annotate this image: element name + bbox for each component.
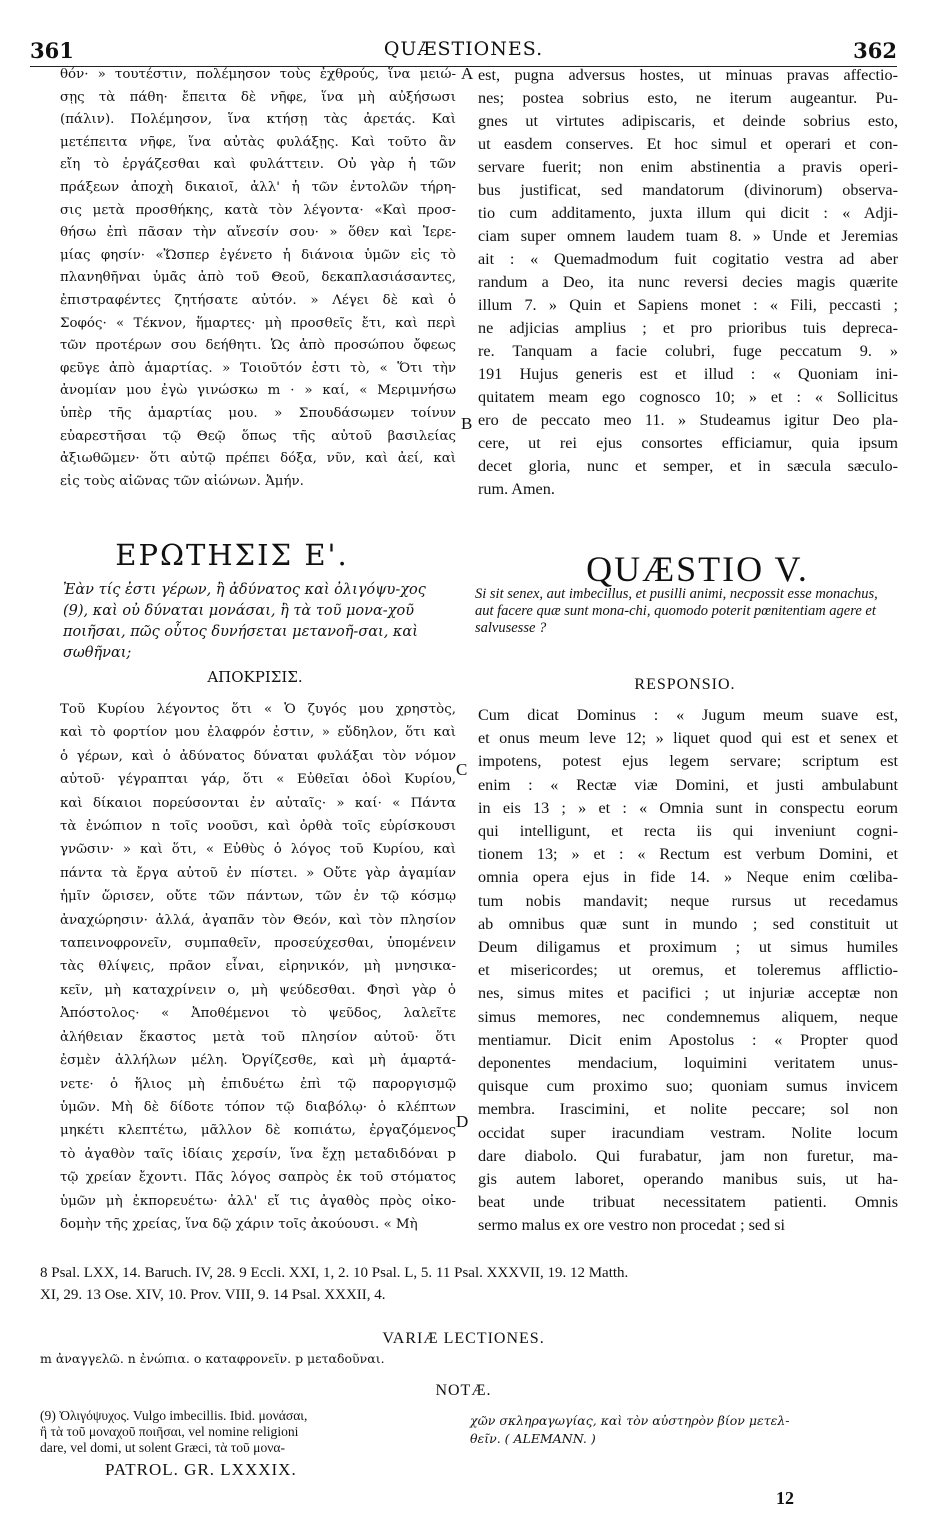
text-line: φεῦγε ἀπὸ ἁμαρτίας. » Τοιοῦτόν ἐστι τὸ, « Ὅτι τὴν — [60, 360, 456, 376]
text-line: γνῶσιν· » καὶ ὅτι, « Εὐθὺς ὁ λόγος τοῦ Κυρίου, καὶ — [60, 842, 456, 858]
text-line: θόν· » τουτέστιν, πολέμησον τοὺς ἐχθρούς, ἵνα μειώ- — [60, 67, 456, 82]
text-line: dare, vel domi, ut solent Græci, τὰ τοῦ μονα- — [40, 1440, 286, 1455]
text-line: dare diabolo. Qui furabatur, jam non furetur, ma- — [478, 1146, 898, 1165]
running-title: QUÆSTIONES. — [383, 38, 544, 60]
text-line: πλανηθῆναι ὑμᾶς ἀπὸ τοῦ Θεοῦ, δεκαπλασιάσαντες, — [60, 270, 456, 286]
text-line: XI, 29. 13 Ose. XIV, 10. Prov. VIII, 9. 14 Psal. XXXII, 4. — [40, 1287, 386, 1303]
text-line: enim : « Rectæ viæ Domini, et justi ambulabunt — [478, 775, 898, 794]
text-line: ἡμῖν ὥρισεν, οὔτε τῶν πάντων, τῶν ἐν τῷ κόσμῳ — [60, 889, 456, 905]
text-line: πράξεων ἀποχὴ δικαιοῖ, ἀλλ' ἡ τῶν ἐντολῶν τήρη- — [60, 179, 456, 195]
text-line: σις μετὰ προσθήκης, κατὰ τὸν λέγοντα· «Καὶ προσ- — [60, 202, 456, 218]
text-line: sermo malus ex ore vestro non procedat ; sed si — [478, 1216, 786, 1235]
text-line: τὰ ἐνώπιον n τοῖς νοοῦσι, καὶ ὀρθὰ τοῖς εὑρίσκουσι — [60, 819, 456, 835]
text-line: esse ? — [511, 620, 547, 636]
margin-letter-b: B — [461, 414, 473, 433]
text-line: αὐτοῦ· γέγραπται γάρ, ὅτι « Εὐθεῖαι ὁδοὶ Κυρίου, — [60, 772, 456, 788]
text-line: τῶν προτέρων σου δεήθητι. Ὡς ἀπὸ προσώπου ὄφεως — [60, 338, 456, 354]
text-line: decet gloria, nunc et semper, et in sæcula sæculo- — [478, 457, 898, 475]
latin-response-heading: RESPONSIO. — [634, 676, 736, 693]
text-line: δομὴν τῆς χρείας, ἵνα δῷ χάριν τοῖς ἀκούουσι. « Μὴ — [60, 1216, 418, 1232]
text-line: simus memores, nec condemnemus aliquem, neque — [478, 1007, 898, 1026]
text-line: ὑπὲρ τῆς ἁμαρτίας μου. » Σπουδάσωμεν τοίνυν — [60, 405, 456, 421]
text-line: mentiamur. Dicit enim Apostolus : « Propter quod — [478, 1030, 898, 1049]
text-line: πάντα τὰ ἔργα αὐτοῦ ἐν πίστει. » Οὔτε γὰρ ἀγαμίαν — [60, 865, 456, 881]
variae-lectiones-text: m ἀναγγελῶ. n ἐνώπια. o καταφρονεῖν. p μεταδοῦναι. — [40, 1351, 385, 1366]
greek-response-column — [60, 698, 456, 1258]
text-line: Σοφός· « Τέκνον, ἥμαρτες· μὴ προσθεῖς ἔτι, καὶ περὶ — [60, 315, 456, 331]
text-line: et onus meum leve 12; » liquet quod qui est et senex et — [478, 729, 898, 748]
text-line: Ἐὰν τίς ἐστι γέρων, ἢ ἀδύνατος καὶ ὀλιγόψυ- — [63, 582, 401, 598]
text-line: et misericordes; ut oremus, et toleremus afflictio- — [478, 961, 898, 980]
margin-letter-c: C — [456, 760, 468, 779]
text-line: ut easdem conserves. Et hoc simul et operari et con- — [478, 135, 898, 153]
text-line: ἀνομίαν μου ἐγὼ γινώσκω m · » καί, « Μεριμνήσω — [60, 383, 456, 399]
text-line: ἀναχώρησιν· ἀλλά, ἀγαπᾶν τὸν Θεόν, καὶ τὸν πλησίον — [60, 912, 456, 928]
text-line: εἰς τοὺς αἰῶνας τῶν αἰώνων. Ἀμήν. — [60, 473, 304, 489]
text-line: ero de peccato meo 11. » Studeamus igitur Deo pla- — [478, 411, 898, 429]
text-line: τὰς θλίψεις, πρᾶον εἶναι, εἰρηνικόν, μὴ μνησικα- — [60, 959, 456, 975]
text-line: illum 7. » Quin et Sapiens monet : « Fili, peccasti ; — [478, 296, 898, 314]
text-line: (9) Ὀλιγόψυχος. Vulgo imbecillis. Ibid. μονάσαι, — [40, 1408, 308, 1423]
text-line: τὸ ἀγαθὸν ταῖς ἰδίαις χερσίν, ἵνα ἔχῃ μεταδιδόναι p — [60, 1146, 456, 1162]
text-line: omnia opera ejus in fide 14. » Neque enim cœliba- — [478, 868, 898, 887]
text-line: θήσω ἐπὶ πᾶσαν τὴν αἴνεσίν σου· » ὅθεν καὶ Ἱερε- — [60, 225, 456, 241]
page-number-left: 361 — [30, 38, 74, 63]
text-line: Τοῦ Κυρίου λέγοντος ὅτι « Ὁ ζυγός μου χρηστὸς, — [60, 702, 456, 717]
text-line: re. Tanquam a facie colubri, fuge peccatum 9. » — [478, 342, 898, 360]
text-line: χῶν σκληραγωγίας, καὶ τὸν αὐστηρὸν βίον μετελ- — [470, 1413, 790, 1428]
text-line: impotens, potest ejus legem servare; scriptum est — [478, 752, 898, 771]
text-line: ἐπιστραφέντες ζητήσατε αὐτόν. » Λέγει δὲ καὶ ὁ — [60, 292, 456, 308]
text-line: occidat super iracundiam vestram. Nolite locum — [478, 1123, 898, 1142]
text-line: Deum diligamus et proximum ; ut simus humiles — [478, 938, 898, 957]
text-line: 8 Psal. LXX, 14. Baruch. IV, 28. 9 Eccli. XXI, 1, 2. 10 Psal. L, 5. 11 Psal. XXXVII, 19. 12 Matth. — [40, 1265, 629, 1281]
latin-column-top — [478, 64, 898, 504]
text-line: randum a Deo, ita nunc reversi decies magis quærite — [478, 273, 898, 291]
margin-letter-a: A — [461, 64, 474, 83]
text-line: nes, simus mites et pacifici ; ut injuriæ acceptæ non — [478, 984, 898, 1003]
text-line: 191 Hujus generis est et illud : « Quoniam ini- — [478, 365, 898, 383]
text-line: quitatem meam ego cognosco 10; » et : « Sollicitus — [478, 388, 898, 406]
text-line: beat unde tribuat necessitatem patienti. Omnis — [478, 1193, 898, 1212]
variae-lectiones-title: VARIÆ LECTIONES. — [382, 1330, 545, 1347]
text-line: nes; postea sobrius esto, ne iterum augeantur. Pu- — [478, 89, 898, 107]
text-line: χος (9), καὶ οὐ δύναται μονάσαι, ἢ τὰ τοῦ μονα- — [63, 582, 426, 619]
text-line: tionem 13; » et : « Rectum est verbum Domini, et — [478, 845, 898, 864]
text-line: μηκέτι κλεπτέτω, μᾶλλον δὲ κοπιάτω, ἐργαζόμενος — [60, 1123, 456, 1139]
text-line: gis autem laboret, operando manibus suis, ut ha- — [478, 1170, 898, 1189]
footnotes — [40, 1262, 900, 1306]
text-line: χοῦ ποιῆσαι, πῶς οὗτος δυνήσεται μετανοῆ- — [63, 603, 415, 640]
text-line: καὶ τὸ φορτίον μου ἐλαφρόν ἐστιν, » εὔδηλον, ὅτι καὶ — [60, 725, 456, 741]
text-line: chi, quomodo poterit pœnitentiam agere et salvus — [475, 603, 876, 636]
text-line: ἀλήθειαν ἕκαστος μετὰ τοῦ πλησίον αὐτοῦ· ὅτι — [60, 1029, 456, 1045]
text-line: rum. Amen. — [478, 480, 555, 498]
text-line: ταπεινοφρονεῖν, συμπαθεῖν, προσεύχεσθαι, ὑπομένειν — [60, 936, 456, 952]
text-line: (πάλιν). Πολέμησον, ἵνα κτήσῃ τὰς ἀρετάς. Καὶ — [60, 112, 456, 128]
latin-question-text — [475, 586, 895, 637]
text-line: est, pugna adversus hostes, ut minuas pravas affectio- — [478, 66, 898, 84]
text-line: Cum dicat Dominus : « Jugum meum suave est, — [478, 706, 898, 724]
latin-response-column — [478, 704, 898, 1260]
text-line: ἀξιωθῶμεν· ὅτι αὐτῷ πρέπει δόξα, νῦν, καὶ ἀεί, καὶ — [60, 451, 456, 467]
text-line: tio cum additamento, juxta illum qui dicit : « Adji- — [478, 204, 898, 222]
text-line: ὁ γέρων, καὶ ὁ ἀδύνατος δύναται φυλάξαι τὸν νόμον — [60, 748, 456, 764]
margin-letter-d: D — [456, 1112, 469, 1131]
text-line: κεῖν, μὴ καταχρίνειν o, μὴ ψεύδεσθαι. Φησὶ γὰρ ὁ — [60, 982, 456, 998]
greek-question-text — [63, 580, 451, 664]
text-line: qui intelligunt, et recta iis qui inveniunt cogni- — [478, 822, 898, 841]
text-line: ab omnibus quæ sunt in mundo ; sed constituit ut — [478, 914, 898, 933]
text-line: ἢ τὰ τοῦ μοναχοῦ ποιῆσαι, vel nomine religioni — [40, 1424, 299, 1439]
text-line: Si sit senex, aut imbecillus, et pusilli animi, nec — [475, 586, 751, 602]
text-line: cere, ut rei ejus consortes efficiamur, quia ipsum — [478, 434, 898, 452]
text-line: ait : « Quemadmodum fuit cogitatio vestra ad aber — [478, 250, 898, 268]
text-line: in eis 13 ; » et : « Omnia sunt in conspectu eorum — [478, 798, 898, 817]
text-line: μετέπειτα νῆφε, ἵνα αὐτὰς φυλάξῃς. Καὶ τοῦτο ἂν — [60, 134, 456, 150]
text-line: servare fuerit; non enim abstinentia a pravis operi- — [478, 158, 898, 176]
notae-left — [40, 1408, 465, 1456]
signature-number: 12 — [776, 1488, 794, 1508]
greek-column-top — [60, 64, 456, 504]
page-number-right: 362 — [853, 38, 897, 63]
text-line: membra. Irascimini, et nolite peccare; sol non — [478, 1100, 898, 1119]
text-line: ὑμῶν μὴ ἐκπορευέτω· ἀλλ' εἴ τις ἀγαθὸς πρὸς οἰκο- — [60, 1193, 456, 1209]
text-line: εὐαρεστῆσαι τῷ Θεῷ ὅπως τῆς αὐτοῦ βασιλείας — [60, 428, 456, 444]
text-line: quisque cum proximo suo; quoniam sumus invicem — [478, 1077, 898, 1096]
text-line: θεῖν. ( ALEMANN. ) — [470, 1431, 596, 1446]
notae-right — [470, 1412, 900, 1448]
text-line: μίας φησίν· «Ὥσπερ ἐγένετο ἡ διάνοια ὑμῶν εἰς τὸ — [60, 247, 456, 263]
text-line: bus justificat, sed mandatorum (divinorum) observa- — [478, 181, 898, 199]
text-line: deponentes mendacium, loquimini veritatem unus- — [478, 1054, 898, 1073]
latin-question-title: QUÆSTIO V. — [586, 549, 809, 589]
text-line: ne adjicias amplius ; et pro prioribus tuis depreca- — [478, 319, 898, 337]
text-line: tum nobis mandavit; neque rursus ut recedamus — [478, 891, 898, 910]
notae-title: NOTÆ. — [435, 1382, 492, 1399]
text-line: ἐσμὲν ἀλλήλων μέλη. Ὀργίζεσθε, καὶ μὴ ἁμαρτά- — [60, 1053, 456, 1069]
text-line: possit esse monachus, aut facere quæ sunt mona- — [475, 586, 878, 619]
text-line: σαι, καὶ σωθῆναι; — [63, 624, 418, 661]
text-line: gnes ut virtutes adipiscaris, et deinde sobrius esto, — [478, 112, 898, 130]
greek-question-title: ΕΡΩΤΗΣΙΣ Ε'. — [115, 538, 349, 572]
text-line: ciam super omnem laudem tuam 8. » Unde et Jeremias — [478, 227, 898, 245]
text-line: τῷ χρείαν ἔχοντι. Πᾶς λόγος σαπρὸς ἐκ τοῦ στόματος — [60, 1170, 456, 1186]
signature-mark: PATROL. GR. LXXXIX. — [105, 1460, 297, 1479]
text-line: Ἀπόστολος· « Ἀποθέμενοι τὸ ψεῦδος, λαλεῖτε — [60, 1006, 456, 1022]
greek-response-heading: ΑΠΟΚΡΙΣΙΣ. — [207, 668, 303, 686]
text-line: ὑμῶν. Μὴ δὲ δίδοτε τόπον τῷ διαβόλῳ· ὁ κλέπτων — [60, 1099, 456, 1115]
text-line: νετε· ὁ ἥλιος μὴ ἐπιδυέτω ἐπὶ τῷ παροργισμῷ — [60, 1076, 456, 1092]
text-line: σῃς τὰ πάθη· ἔπειτα δὲ νῆφε, ἵνα μὴ αὐξήσωσι — [60, 89, 456, 105]
text-line: εἴη τὸ ἐργάζεσθαι καὶ φυλάττειν. Οὐ γὰρ ἡ τῶν — [60, 157, 456, 173]
text-line: καὶ δίκαιοι πορεύσονται ἐν αὐταῖς· » καί· « Πάντα — [60, 795, 456, 811]
